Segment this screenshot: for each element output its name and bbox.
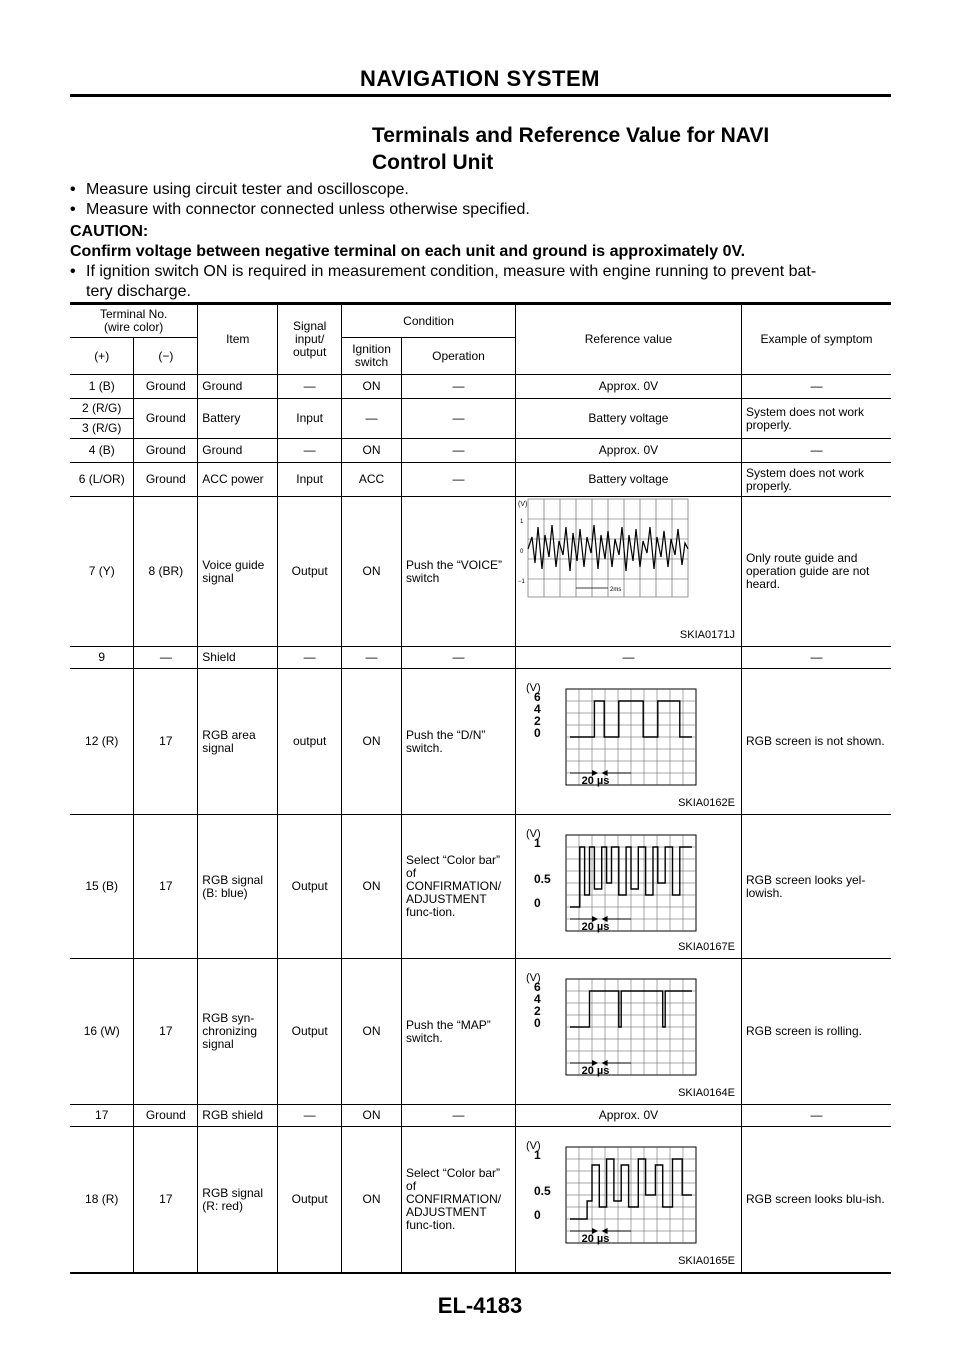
scope-v-tick: 2	[533, 714, 541, 728]
cell-ignition: ON	[342, 375, 402, 399]
table-row	[70, 399, 891, 419]
section-title-line2: Control Unit	[372, 151, 494, 174]
scope-v-tick: 0	[533, 726, 541, 740]
table-row	[70, 959, 891, 1105]
scope-v-unit: (V)	[525, 1140, 541, 1152]
header-example-symptom: Example of symptom	[741, 305, 891, 375]
voice-waveform-grid	[528, 499, 688, 597]
cell-symptom: —	[741, 439, 891, 463]
voice-waveform-graphic	[516, 497, 741, 643]
rgb-area-waveform-graphic	[516, 669, 741, 811]
cell-plus: 6 (L/OR)	[70, 463, 134, 497]
bullet-text-line2: tery discharge.	[86, 283, 191, 300]
cell-signal: —	[278, 647, 342, 669]
bullet-item	[70, 200, 890, 220]
scope-v-tick: 0.5	[533, 1184, 551, 1198]
voice-v-tick: −1	[517, 579, 525, 585]
scope-v-tick: 0.5	[533, 872, 551, 886]
cell-plus: 9	[70, 647, 134, 669]
scope-v-unit: (V)	[525, 972, 541, 984]
waveform-code: SKIA0167E	[678, 941, 735, 953]
cell-reference: —	[515, 647, 741, 669]
scope-v-tick: 0	[533, 1208, 541, 1222]
rgb-sync-waveform-graphic	[516, 959, 741, 1101]
header-reference-value: Reference value	[515, 305, 741, 375]
cell-signal: Output	[278, 1127, 342, 1274]
header-terminal-no-label: Terminal No.	[99, 307, 168, 321]
cell-minus: 8 (BR)	[134, 497, 198, 647]
bullet-mark-icon: •	[70, 263, 76, 280]
voice-v-tick: 0	[519, 549, 524, 555]
cell-symptom: System does not work properly.	[741, 399, 891, 439]
cell-item: ACC power	[198, 463, 278, 497]
cell-ignition: —	[342, 399, 402, 439]
cell-minus: —	[134, 647, 198, 669]
cell-operation: Select “Color bar” of CONFIRMATION/ ADJUSTMENT func-tion.	[402, 1127, 516, 1274]
scope-v-tick: 4	[533, 992, 541, 1006]
table-row	[70, 497, 891, 647]
cell-ignition: —	[342, 647, 402, 669]
table-row	[70, 1105, 891, 1127]
cell-item: RGB signal (B: blue)	[198, 815, 278, 959]
table-row	[70, 815, 891, 959]
cell-plus: 7 (Y)	[70, 497, 134, 647]
cell-reference-waveform	[515, 669, 741, 815]
cell-reference-waveform	[515, 1127, 741, 1274]
header-condition: Condition	[342, 305, 516, 338]
cell-operation: Select “Color bar” of CONFIRMATION/ ADJUSTMENT func-tion.	[402, 815, 516, 959]
cell-signal: —	[278, 375, 342, 399]
cell-signal: Output	[278, 959, 342, 1105]
cell-item: Battery	[198, 399, 278, 439]
cell-symptom: RGB screen looks blu-ish.	[741, 1127, 891, 1274]
cell-operation: —	[402, 375, 516, 399]
header-item: Item	[198, 305, 278, 375]
cell-plus: 4 (B)	[70, 439, 134, 463]
cell-minus: Ground	[134, 439, 198, 463]
cell-signal: —	[278, 439, 342, 463]
ignition-bullet	[70, 262, 890, 302]
cell-ignition: ON	[342, 497, 402, 647]
section-title-line1: Terminals and Reference Value for NAVI	[372, 124, 770, 147]
voice-time-label: 2ms	[609, 587, 622, 593]
cell-item: RGB syn-chronizing signal	[198, 959, 278, 1105]
scope-v-tick: 4	[533, 702, 541, 716]
header-operation: Operation	[402, 338, 516, 375]
scope-time-label: 20 µs	[581, 1233, 610, 1245]
table-row	[70, 669, 891, 815]
bullet-text: Measure using circuit tester and oscilloscope.	[86, 181, 409, 198]
cell-operation: Push the “MAP” switch.	[402, 959, 516, 1105]
cell-reference-waveform	[515, 815, 741, 959]
bullet-mark-icon: •	[70, 181, 76, 198]
cell-minus: 17	[134, 815, 198, 959]
section-title	[372, 122, 769, 176]
caution-block	[70, 222, 890, 262]
cell-plus: 3 (R/G)	[70, 419, 134, 439]
table-row	[70, 439, 891, 463]
cell-ignition: ON	[342, 815, 402, 959]
cell-reference-waveform	[515, 959, 741, 1105]
page-number: EL-4183	[437, 1293, 523, 1318]
cell-signal: output	[278, 669, 342, 815]
caution-label: CAUTION:	[70, 223, 149, 240]
cell-symptom: —	[741, 1105, 891, 1127]
scope-time-label: 20 µs	[581, 921, 610, 933]
cell-item: Shield	[198, 647, 278, 669]
cell-plus: 18 (R)	[70, 1127, 134, 1274]
cell-operation: —	[402, 439, 516, 463]
cell-plus: 1 (B)	[70, 375, 134, 399]
cell-minus: Ground	[134, 1105, 198, 1127]
bullet-text-line1: If ignition switch ON is required in measurement condition, measure with engine running to prevent bat-	[86, 263, 817, 280]
header-wire-color-label: (wire color)	[103, 320, 164, 334]
intro-bullets	[70, 180, 890, 220]
table-row	[70, 1127, 891, 1274]
header-minus: (−)	[134, 338, 198, 375]
cell-plus: 12 (R)	[70, 669, 134, 815]
header-row-1	[70, 305, 891, 338]
table-row	[70, 463, 891, 497]
cell-ignition: ON	[342, 1105, 402, 1127]
bullet-mark-icon: •	[70, 201, 76, 218]
header-plus: (+)	[70, 338, 134, 375]
cell-plus: 15 (B)	[70, 815, 134, 959]
scope-v-tick: 6	[533, 690, 541, 704]
cell-operation: —	[402, 647, 516, 669]
bullet-text: Measure with connector connected unless otherwise specified.	[86, 201, 530, 218]
cell-minus: Ground	[134, 399, 198, 439]
cell-minus: 17	[134, 669, 198, 815]
scope-v-tick: 1	[533, 1148, 541, 1162]
waveform-code: SKIA0165E	[678, 1255, 735, 1267]
cell-plus: 16 (W)	[70, 959, 134, 1105]
header-ignition-switch: Ignition switch	[342, 338, 402, 375]
cell-symptom: —	[741, 375, 891, 399]
cell-reference: Approx. 0V	[515, 1105, 741, 1127]
scope-v-tick: 0	[533, 896, 541, 910]
cell-item: Ground	[198, 375, 278, 399]
cell-signal: —	[278, 1105, 342, 1127]
caution-text: Confirm voltage between negative terminal on each unit and ground is approximately 0V.	[70, 243, 746, 260]
cell-signal: Output	[278, 497, 342, 647]
cell-reference: Battery voltage	[515, 399, 741, 439]
bullet-item	[70, 180, 890, 200]
cell-operation: Push the “D/N” switch.	[402, 669, 516, 815]
cell-item: Ground	[198, 439, 278, 463]
cell-plus: 2 (R/G)	[70, 399, 134, 419]
cell-signal: Output	[278, 815, 342, 959]
table-row	[70, 647, 891, 669]
cell-item: RGB shield	[198, 1105, 278, 1127]
scope-v-unit: (V)	[525, 682, 541, 694]
scope-v-tick: 6	[533, 980, 541, 994]
cell-operation: —	[402, 399, 516, 439]
scope-time-label: 20 µs	[581, 775, 610, 787]
cell-ignition: ACC	[342, 463, 402, 497]
waveform-code: SKIA0164E	[678, 1087, 735, 1099]
scope-v-unit: (V)	[525, 828, 541, 840]
terminals-table	[70, 304, 891, 1274]
cell-minus: Ground	[134, 375, 198, 399]
bullet-item	[70, 262, 890, 302]
scope-time-label: 20 µs	[581, 1065, 610, 1077]
cell-minus: Ground	[134, 463, 198, 497]
cell-symptom: —	[741, 647, 891, 669]
cell-minus: 17	[134, 1127, 198, 1274]
header-signal: Signal input/ output	[278, 305, 342, 375]
table-row	[70, 375, 891, 399]
cell-signal: Input	[278, 463, 342, 497]
cell-reference: Approx. 0V	[515, 439, 741, 463]
cell-symptom: System does not work properly.	[741, 463, 891, 497]
cell-reference: Approx. 0V	[515, 375, 741, 399]
voice-v-tick: 1	[519, 519, 524, 525]
scope-v-tick: 0	[533, 1016, 541, 1030]
cell-operation: —	[402, 1105, 516, 1127]
cell-operation: —	[402, 463, 516, 497]
cell-symptom: RGB screen is not shown.	[741, 669, 891, 815]
waveform-code: SKIA0162E	[678, 797, 735, 809]
cell-ignition: ON	[342, 1127, 402, 1274]
cell-operation: Push the “VOICE” switch	[402, 497, 516, 647]
waveform-code: SKIA0171J	[679, 629, 735, 641]
cell-reference-waveform	[515, 497, 741, 647]
cell-signal: Input	[278, 399, 342, 439]
cell-symptom: RGB screen is rolling.	[741, 959, 891, 1105]
scope-v-tick: 1	[533, 836, 541, 850]
page-header-title: NAVIGATION SYSTEM	[360, 66, 600, 91]
cell-item: RGB area signal	[198, 669, 278, 815]
rgb-blue-waveform-graphic	[516, 815, 741, 955]
voice-v-unit: (V)	[517, 501, 528, 508]
cell-plus: 17	[70, 1105, 134, 1127]
rgb-red-waveform-graphic	[516, 1127, 741, 1269]
cell-ignition: ON	[342, 959, 402, 1105]
cell-symptom: RGB screen looks yel-lowish.	[741, 815, 891, 959]
cell-ignition: ON	[342, 439, 402, 463]
cell-minus: 17	[134, 959, 198, 1105]
scope-v-tick: 2	[533, 1004, 541, 1018]
cell-ignition: ON	[342, 669, 402, 815]
header-rule	[70, 94, 891, 97]
cell-symptom: Only route guide and operation guide are not heard.	[741, 497, 891, 647]
cell-item: RGB signal (R: red)	[198, 1127, 278, 1274]
header-terminal-no	[70, 305, 198, 338]
cell-reference: Battery voltage	[515, 463, 741, 497]
cell-item: Voice guide signal	[198, 497, 278, 647]
